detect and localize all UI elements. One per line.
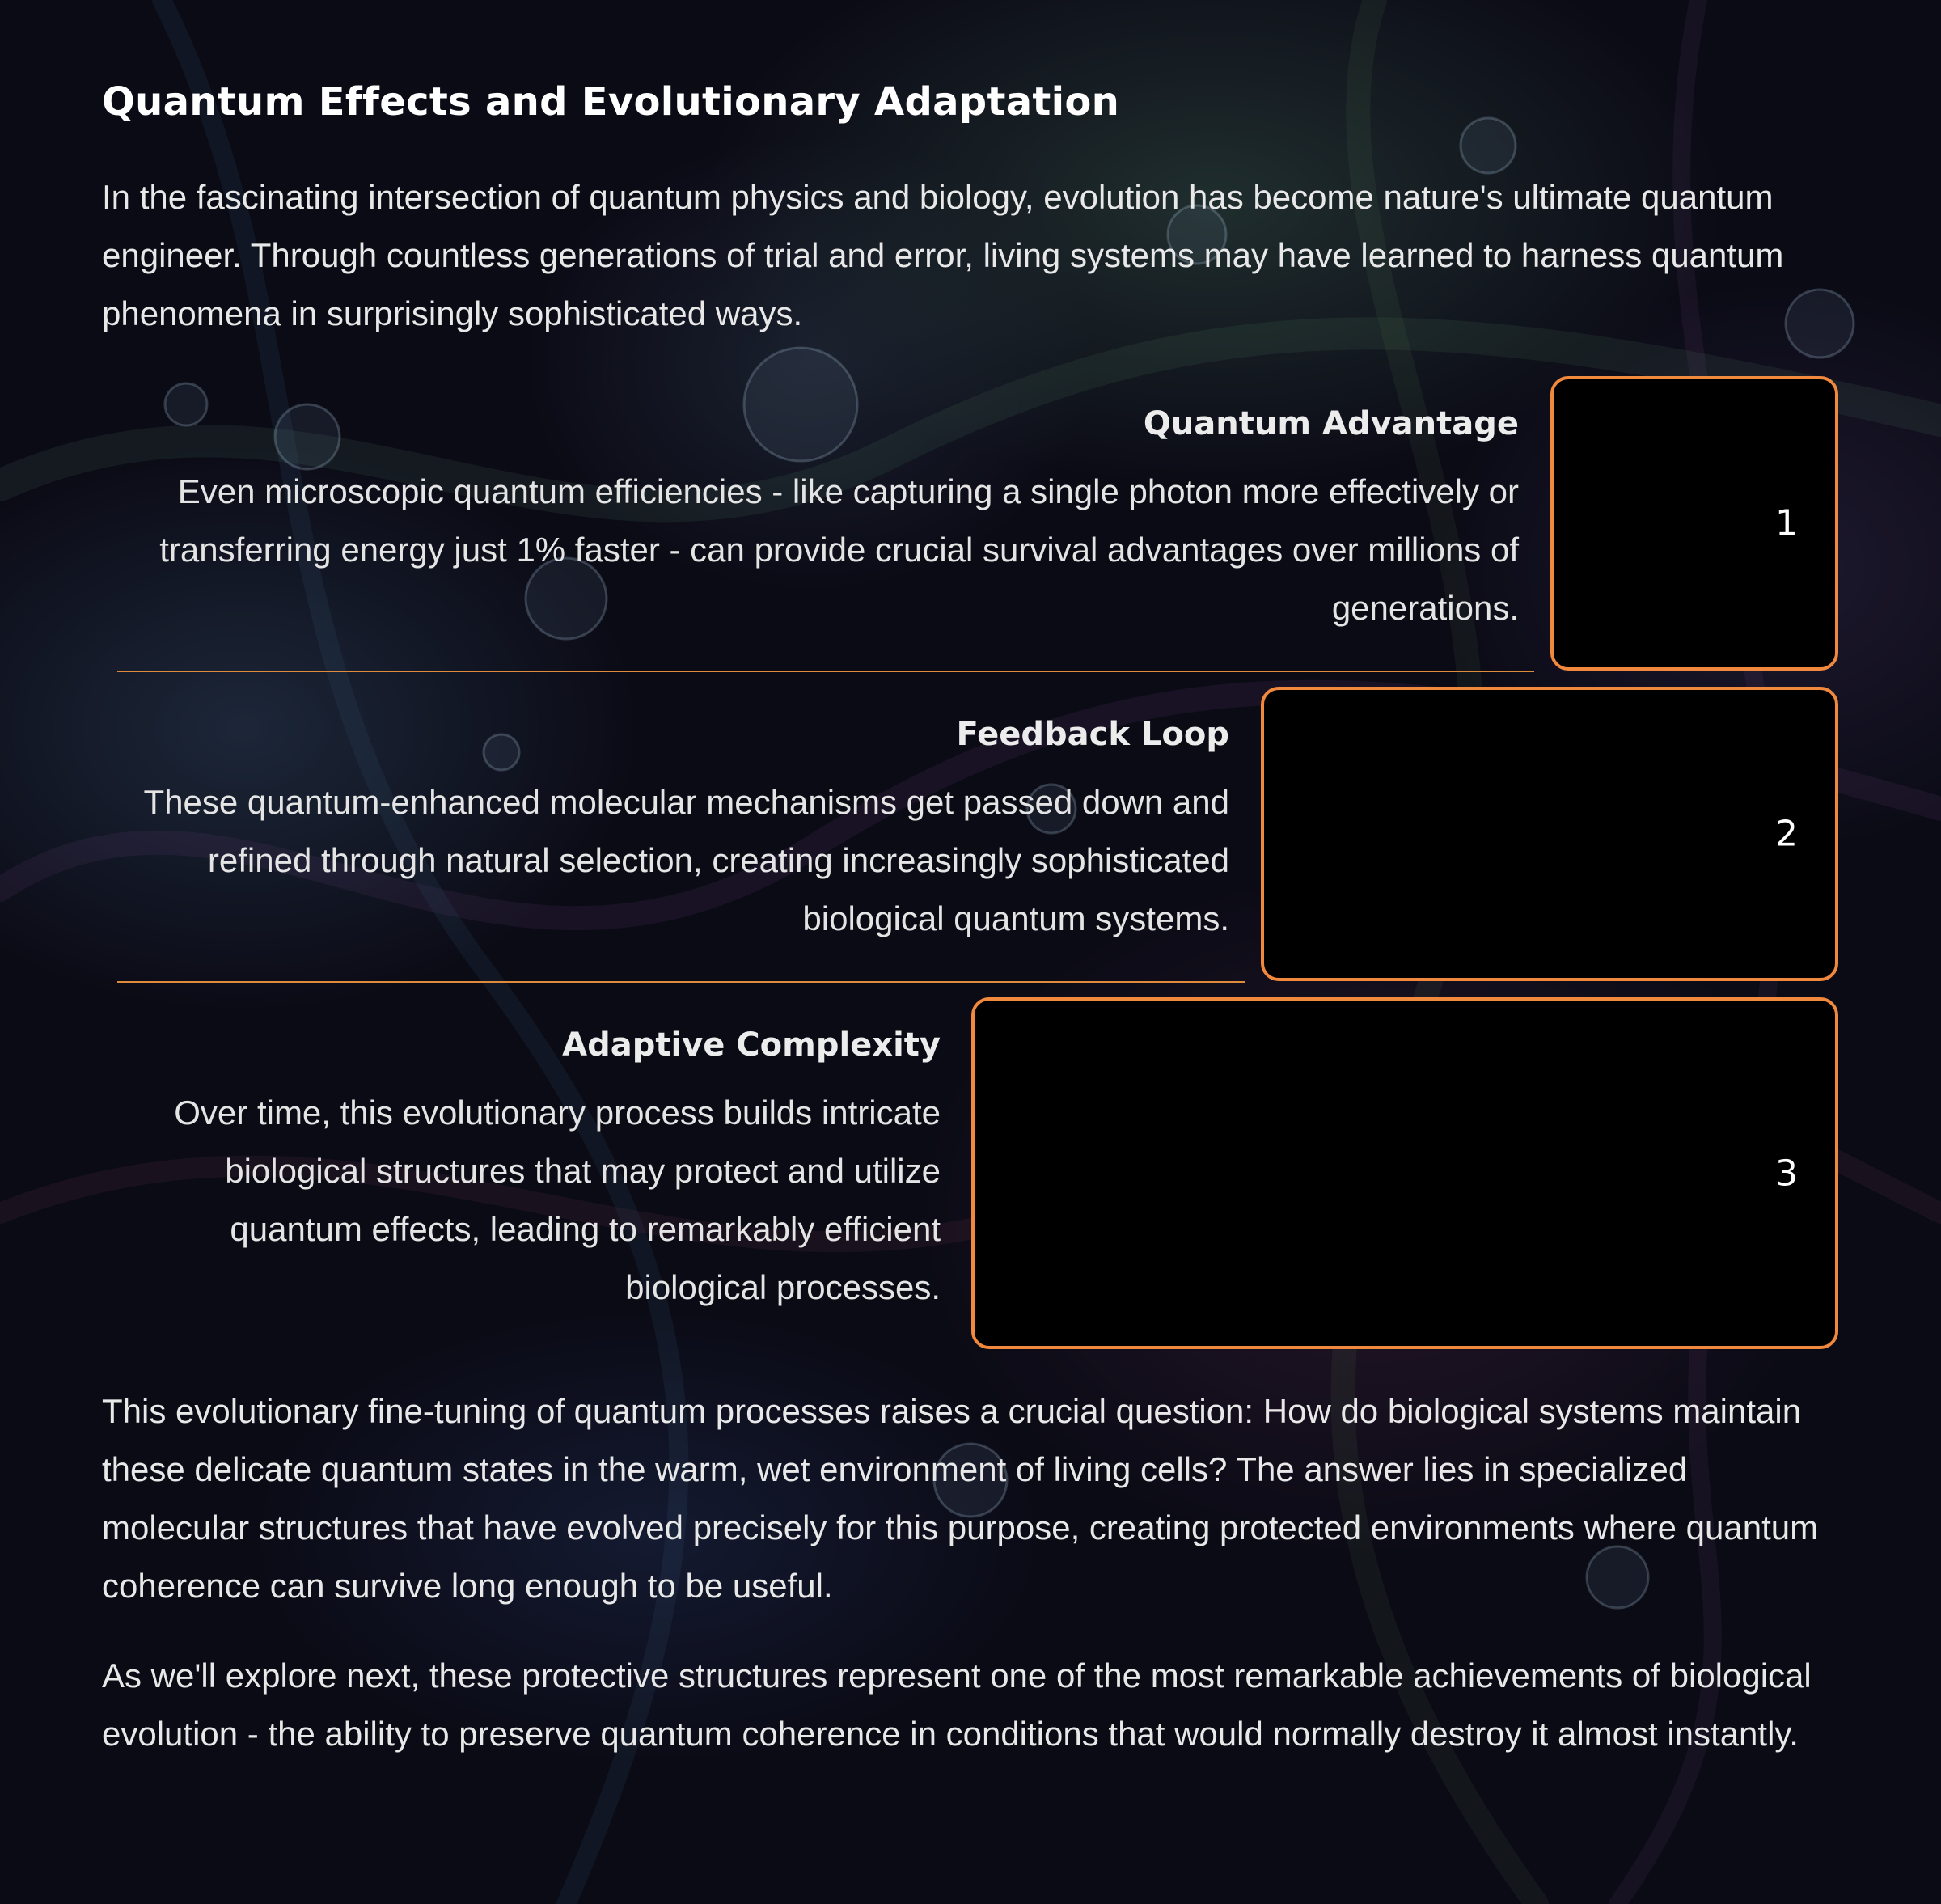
page-title: Quantum Effects and Evolutionary Adaptation [102,79,1120,125]
step-number: 1 [1775,502,1798,544]
step-title: Adaptive Complexity [562,1026,941,1064]
step-3-text [113,1024,941,1317]
step-body: Even microscopic quantum efficiencies - like capturing a single photon more effectively or transferring energy just 1% faster - can provide crucial survival advantages over millions of generations. [159,472,1519,627]
step-body: Over time, this evolutionary process builds intricate biological structures that may protect and utilize quantum effects, leading to remarkably efficient biological processes. [174,1094,941,1306]
closing-paragraph-1: This evolutionary fine-tuning of quantum processes raises a crucial question: How do biological systems maintain these delicate quantum states in the warm, wet environment of living cells? The answer lies in specialized molecular structures that have evolved precisely for this purpose, creating protected environments where quantum coherence can survive long enough to be useful. [102,1392,1819,1605]
step-number: 2 [1775,813,1798,855]
step-1-text [113,403,1519,637]
step-3-box [971,997,1838,1349]
step-number: 3 [1775,1153,1798,1194]
step-divider [117,671,1534,672]
step-body: These quantum-enhanced molecular mechanisms get passed down and refined through natural selection, creating increasingly sophisticated biological quantum systems. [143,783,1229,937]
step-2-box [1261,687,1838,981]
step-title: Feedback Loop [956,716,1229,753]
step-divider [117,981,1245,983]
step-title: Quantum Advantage [1143,405,1519,442]
closing-paragraph-2: As we'll explore next, these protective structures represent one of the most remarkable achievements of biological evolution - the ability to preserve quantum coherence in conditions that would normally destroy it almost instantly. [102,1656,1812,1753]
step-1-box [1550,376,1838,671]
step-2-text [113,713,1229,948]
intro-paragraph: In the fascinating intersection of quantum physics and biology, evolution has become nature's ultimate quantum engineer. Through countless generations of trial and error, living systems may have learned to harness quantum phenomena in surprisingly sophisticated ways. [102,178,1784,332]
